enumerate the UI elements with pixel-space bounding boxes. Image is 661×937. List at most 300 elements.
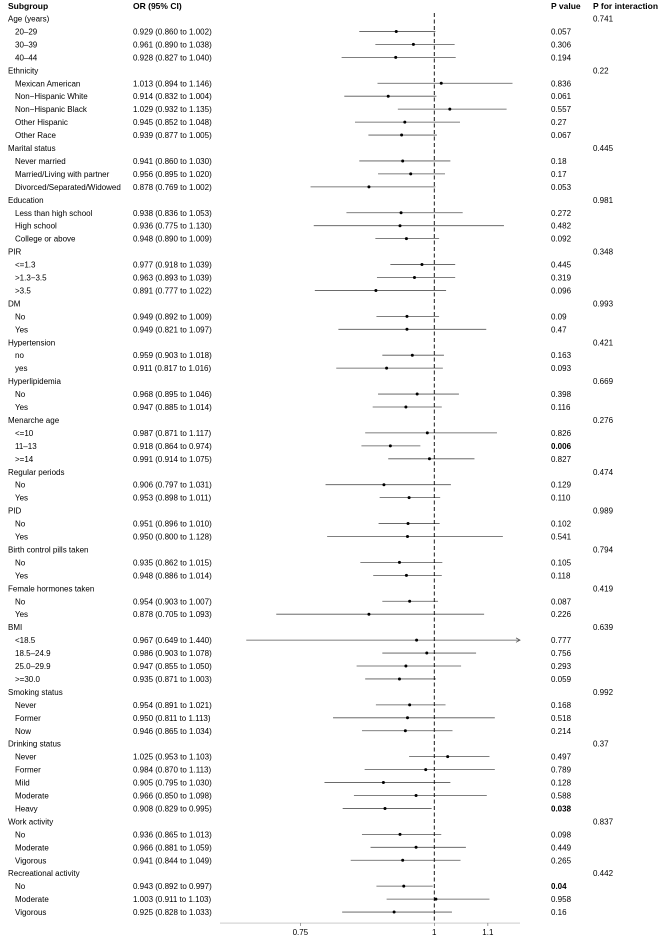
point-estimate: [408, 600, 411, 603]
table-row: [15, 727, 572, 736]
group-label: Menarche age: [8, 415, 60, 425]
group-label: Female hormones taken: [8, 584, 95, 594]
row-p-value: 0.226: [551, 610, 572, 620]
row-label: <=10: [15, 428, 34, 438]
table-row: [15, 131, 572, 140]
row-p-value: 0.17: [551, 169, 567, 179]
group-label: Drinking status: [8, 739, 61, 749]
point-estimate: [420, 263, 423, 266]
group-label: DM: [8, 299, 21, 309]
row-label: Former: [15, 713, 41, 723]
row-or-ci: 0.945 (0.852 to 1.048): [133, 118, 212, 128]
row-p-value: 0.319: [551, 273, 572, 283]
row-label: No: [15, 882, 26, 892]
row-or-ci: 0.935 (0.862 to 1.015): [133, 558, 212, 568]
row-p-value: 0.16: [551, 908, 567, 918]
point-estimate: [400, 134, 403, 137]
point-estimate: [405, 328, 408, 331]
row-p-value: 0.061: [551, 92, 572, 102]
row-or-ci: 0.936 (0.775 to 1.130): [133, 221, 212, 231]
point-estimate: [395, 30, 398, 33]
p-interaction: 0.474: [593, 467, 614, 477]
point-estimate: [411, 354, 414, 357]
point-estimate: [398, 561, 401, 564]
row-p-value: 0.827: [551, 454, 572, 464]
table-row: [15, 157, 567, 166]
row-label: Other Race: [15, 131, 56, 141]
row-p-value: 0.057: [551, 27, 572, 37]
row-p-value: 0.067: [551, 131, 572, 141]
p-interaction: 0.442: [593, 869, 614, 879]
row-p-value: 0.588: [551, 791, 572, 801]
row-or-ci: 0.906 (0.797 to 1.031): [133, 480, 212, 490]
group-8: [8, 416, 614, 464]
table-row: [15, 908, 567, 917]
row-or-ci: 0.991 (0.914 to 1.075): [133, 454, 212, 464]
table-row: [15, 312, 567, 321]
group-label: PID: [8, 506, 22, 516]
row-p-value: 0.110: [551, 493, 571, 503]
row-or-ci: 0.908 (0.829 to 0.995): [133, 804, 212, 814]
table-row: [15, 856, 572, 865]
table-row: [15, 286, 572, 295]
header-p-interaction: P for interaction: [593, 1, 659, 11]
row-label: Moderate: [15, 895, 49, 905]
group-label: PIR: [8, 247, 22, 257]
row-p-value: 0.093: [551, 364, 572, 374]
row-p-value: 0.449: [551, 843, 572, 853]
row-or-ci: 0.943 (0.892 to 0.997): [133, 882, 212, 892]
row-label: 18.5–24.9: [15, 649, 51, 659]
group-label: Recreational activity: [8, 869, 80, 879]
point-estimate: [404, 729, 407, 732]
row-label: Never married: [15, 156, 66, 166]
row-or-ci: 0.878 (0.705 to 1.093): [133, 610, 212, 620]
table-row: [15, 714, 572, 723]
p-interaction: 0.794: [593, 545, 614, 555]
row-p-value: 0.306: [551, 40, 572, 50]
row-p-value: 0.053: [551, 182, 572, 192]
row-or-ci: 0.949 (0.821 to 1.097): [133, 325, 212, 335]
point-estimate: [405, 237, 408, 240]
row-p-value: 0.398: [551, 390, 572, 400]
table-row: [15, 882, 567, 891]
row-label: No: [15, 390, 26, 400]
row-or-ci: 0.966 (0.850 to 1.098): [133, 791, 212, 801]
group-label: Work activity: [8, 817, 54, 827]
table-row: [15, 571, 571, 580]
x-tick-label: 0.75: [292, 928, 309, 937]
point-estimate: [407, 522, 410, 525]
table-row: [15, 481, 572, 490]
point-estimate: [367, 613, 370, 616]
table-row: [15, 662, 572, 671]
point-estimate: [387, 95, 390, 98]
row-p-value: 0.09: [551, 312, 567, 322]
table-row: [15, 403, 571, 412]
group-label: Hyperlipidemia: [8, 377, 61, 387]
p-interaction: 0.669: [593, 377, 614, 387]
group-14: [8, 688, 614, 736]
row-label: High school: [15, 221, 57, 231]
row-label: Moderate: [15, 791, 49, 801]
row-or-ci: 0.914 (0.832 to 1.004): [133, 92, 212, 102]
group-1: [8, 66, 609, 140]
table-row: [15, 170, 567, 179]
x-tick-label: 1.1: [482, 928, 494, 937]
row-or-ci: 0.947 (0.885 to 1.014): [133, 403, 212, 412]
row-label: 40–44: [15, 53, 38, 63]
row-p-value: 0.118: [551, 571, 571, 581]
table-row: [15, 597, 572, 606]
row-or-ci: 0.956 (0.895 to 1.020): [133, 169, 212, 179]
point-estimate: [406, 535, 409, 538]
group-0: [8, 15, 614, 63]
row-or-ci: 0.987 (0.871 to 1.117): [133, 428, 212, 438]
row-p-value: 0.518: [551, 713, 572, 723]
row-p-value: 0.163: [551, 351, 572, 361]
table-row: [15, 792, 572, 801]
row-label: Former: [15, 765, 41, 775]
row-label: No: [15, 519, 26, 529]
point-estimate: [382, 483, 385, 486]
row-p-value: 0.293: [551, 662, 572, 671]
point-estimate: [440, 82, 443, 85]
row-p-value: 0.102: [551, 519, 572, 529]
row-or-ci: 0.925 (0.828 to 1.033): [133, 908, 212, 918]
row-or-ci: 0.939 (0.877 to 1.005): [133, 131, 212, 141]
row-label: College or above: [15, 234, 76, 244]
group-15: [8, 740, 609, 814]
table-row: [15, 53, 572, 62]
row-label: Non−Hispanic White: [15, 92, 88, 102]
table-row: [15, 830, 572, 839]
table-row: [15, 79, 572, 88]
table-row: [15, 649, 572, 658]
header-p-value: P value: [551, 1, 581, 11]
row-label: Vigorous: [15, 856, 47, 866]
p-interaction: 0.989: [593, 506, 614, 516]
row-label: No: [15, 830, 26, 840]
header-subgroup: Subgroup: [8, 1, 49, 11]
table-row: [15, 636, 572, 645]
table-row: [15, 766, 572, 775]
table-row: [15, 429, 572, 438]
row-or-ci: 0.949 (0.892 to 1.009): [133, 312, 212, 322]
row-label: 25.0–29.9: [15, 662, 51, 671]
point-estimate: [400, 211, 403, 214]
row-or-ci: 0.941 (0.844 to 1.049): [133, 856, 212, 866]
row-p-value: 0.497: [551, 752, 572, 762]
table-row: [15, 753, 572, 762]
row-or-ci: 0.905 (0.795 to 1.030): [133, 778, 212, 788]
row-label: No: [15, 480, 26, 490]
group-7: [8, 377, 614, 412]
row-label: No: [15, 558, 26, 568]
row-or-ci: 0.968 (0.895 to 1.046): [133, 390, 212, 400]
row-p-value: 0.059: [551, 674, 572, 684]
row-label: Yes: [15, 493, 29, 503]
group-2: [8, 144, 614, 192]
p-interaction: 0.992: [593, 687, 614, 697]
row-or-ci: 1.013 (0.894 to 1.146): [133, 79, 212, 89]
row-p-value: 0.265: [551, 856, 572, 866]
row-label: >3.5: [15, 286, 31, 296]
row-label: Never: [15, 700, 37, 710]
row-or-ci: 0.941 (0.860 to 1.030): [133, 156, 212, 166]
row-label: >=14: [15, 454, 34, 464]
row-p-value: 0.47: [551, 325, 567, 335]
point-estimate: [434, 898, 437, 901]
row-or-ci: 0.938 (0.836 to 1.053): [133, 208, 212, 218]
point-estimate: [399, 224, 402, 227]
row-p-value: 0.482: [551, 221, 572, 231]
table-row: [15, 209, 572, 218]
row-label: no: [15, 351, 24, 361]
row-or-ci: 0.954 (0.891 to 1.021): [133, 700, 212, 710]
table-row: [15, 325, 567, 334]
point-estimate: [401, 859, 404, 862]
row-or-ci: 0.950 (0.800 to 1.128): [133, 532, 212, 542]
group-label: Smoking status: [8, 687, 63, 697]
row-p-value: 0.194: [551, 53, 572, 63]
p-interaction: 0.22: [593, 66, 609, 76]
row-or-ci: 0.911 (0.817 to 1.016): [133, 364, 212, 374]
p-interaction: 0.348: [593, 247, 614, 257]
table-row: [15, 183, 572, 192]
row-or-ci: 0.959 (0.903 to 1.018): [133, 351, 212, 361]
row-label: Now: [15, 726, 32, 736]
row-or-ci: 0.950 (0.811 to 1.113): [133, 713, 211, 723]
group-5: [8, 299, 614, 334]
row-p-value: 0.27: [551, 118, 567, 128]
row-or-ci: 1.029 (0.932 to 1.135): [133, 105, 212, 115]
row-p-value: 0.836: [551, 79, 572, 89]
row-label: Heavy: [15, 804, 38, 814]
row-label: 20–29: [15, 27, 38, 37]
row-label: Moderate: [15, 843, 49, 853]
table-row: [15, 804, 572, 813]
row-or-ci: 0.963 (0.893 to 1.039): [133, 273, 212, 283]
row-label: Vigorous: [15, 908, 47, 918]
table-row: [15, 222, 572, 231]
row-p-value: 0.272: [551, 208, 572, 218]
row-p-value: 0.958: [551, 895, 572, 905]
table-row: [15, 610, 572, 619]
row-p-value: 0.128: [551, 778, 572, 788]
row-p-value: 0.168: [551, 700, 572, 710]
row-or-ci: 0.936 (0.865 to 1.013): [133, 830, 212, 840]
table-row: [15, 27, 572, 36]
point-estimate: [408, 496, 411, 499]
row-label: <=1.3: [15, 260, 36, 270]
row-p-value: 0.038: [551, 804, 572, 814]
row-p-value: 0.777: [551, 636, 572, 646]
row-or-ci: 0.953 (0.898 to 1.011): [133, 493, 212, 503]
p-interaction: 0.981: [593, 195, 614, 205]
group-label: BMI: [8, 623, 23, 633]
row-or-ci: 0.967 (0.649 to 1.440): [133, 636, 212, 646]
point-estimate: [401, 159, 404, 162]
table-row: [15, 235, 572, 244]
point-estimate: [404, 406, 407, 409]
group-12: [8, 584, 614, 619]
table-row: [15, 895, 572, 904]
point-estimate: [426, 431, 429, 434]
p-interaction: 0.445: [593, 144, 614, 153]
table-row: [15, 261, 572, 270]
table-row: [15, 675, 572, 684]
table-row: [15, 274, 572, 283]
group-17: [8, 869, 614, 917]
row-label: Non−Hispanic Black: [15, 105, 87, 115]
p-interaction: 0.419: [593, 584, 614, 594]
row-label: <18.5: [15, 636, 36, 646]
row-or-ci: 0.891 (0.777 to 1.022): [133, 286, 212, 296]
table-row: [15, 455, 572, 464]
group-3: [8, 196, 614, 244]
row-label: Married/Living with partner: [15, 169, 110, 179]
table-row: [15, 364, 572, 373]
p-interaction: 0.741: [593, 14, 614, 24]
row-p-value: 0.18: [551, 156, 567, 166]
group-label: Education: [8, 195, 44, 205]
row-or-ci: 0.948 (0.886 to 1.014): [133, 571, 212, 581]
row-p-value: 0.116: [551, 403, 571, 412]
row-or-ci: 0.986 (0.903 to 1.078): [133, 649, 212, 659]
table-row: [15, 351, 572, 360]
row-or-ci: 0.918 (0.864 to 0.974): [133, 441, 212, 451]
group-label: Birth control pills taken: [8, 545, 89, 555]
point-estimate: [415, 639, 418, 642]
row-or-ci: 0.947 (0.855 to 1.050): [133, 662, 212, 671]
table-row: [15, 390, 572, 399]
point-estimate: [384, 807, 387, 810]
table-row: [15, 843, 572, 852]
table-row: [15, 40, 572, 49]
row-label: Less than high school: [15, 208, 93, 218]
group-16: [8, 817, 614, 865]
group-label: Ethnicity: [8, 66, 39, 76]
table-row: [15, 701, 572, 710]
group-13: [8, 623, 614, 684]
point-estimate: [415, 794, 418, 797]
x-axis: [220, 13, 520, 937]
p-interaction: 0.639: [593, 623, 614, 633]
row-label: 11–13: [15, 441, 37, 451]
row-or-ci: 0.984 (0.870 to 1.113): [133, 765, 212, 775]
group-label: Age (years): [8, 14, 50, 24]
point-estimate: [399, 833, 402, 836]
row-p-value: 0.557: [551, 105, 572, 115]
row-label: yes: [15, 364, 28, 374]
p-interaction: 0.993: [593, 299, 614, 309]
point-estimate: [446, 755, 449, 758]
point-estimate: [406, 716, 409, 719]
row-or-ci: 0.928 (0.827 to 1.040): [133, 53, 212, 63]
row-or-ci: 0.946 (0.865 to 1.034): [133, 726, 212, 736]
row-p-value: 0.096: [551, 286, 572, 296]
point-estimate: [405, 574, 408, 577]
row-or-ci: 0.878 (0.769 to 1.002): [133, 182, 212, 192]
table-row: [15, 558, 572, 567]
row-p-value: 0.006: [551, 441, 572, 451]
point-estimate: [394, 56, 397, 59]
point-estimate: [409, 172, 412, 175]
row-label: Divorced/Separated/Widowed: [15, 182, 121, 192]
point-estimate: [385, 367, 388, 370]
group-11: [8, 545, 614, 580]
row-p-value: 0.214: [551, 726, 572, 736]
row-p-value: 0.826: [551, 428, 572, 438]
row-or-ci: 0.951 (0.896 to 1.010): [133, 519, 212, 529]
point-estimate: [413, 276, 416, 279]
point-estimate: [416, 393, 419, 396]
point-estimate: [424, 768, 427, 771]
column-headers: [8, 1, 658, 11]
point-estimate: [398, 677, 401, 680]
group-label: Regular periods: [8, 467, 65, 477]
row-or-ci: 0.929 (0.860 to 1.002): [133, 27, 212, 37]
table-row: [15, 520, 572, 529]
point-estimate: [425, 652, 428, 655]
point-estimate: [412, 43, 415, 46]
row-label: Yes: [15, 403, 29, 412]
point-estimate: [367, 185, 370, 188]
row-label: >1.3−3.5: [15, 273, 47, 283]
row-p-value: 0.445: [551, 260, 572, 270]
row-label: 30–39: [15, 40, 38, 50]
point-estimate: [415, 846, 418, 849]
group-label: Hypertension: [8, 338, 56, 348]
row-or-ci: 0.966 (0.881 to 1.059): [133, 843, 212, 853]
row-label: >=30.0: [15, 674, 40, 684]
row-p-value: 0.092: [551, 234, 572, 244]
row-or-ci: 0.948 (0.890 to 1.009): [133, 234, 212, 244]
forest-rows: [8, 15, 614, 918]
group-6: [8, 338, 614, 373]
point-estimate: [405, 315, 408, 318]
row-or-ci: 0.935 (0.871 to 1.003): [133, 674, 212, 684]
row-label: No: [15, 597, 26, 607]
row-label: Other Hispanic: [15, 118, 68, 128]
table-row: [15, 105, 572, 114]
table-row: [15, 533, 572, 542]
header-or-ci: OR (95% CI): [133, 1, 182, 11]
row-or-ci: 0.977 (0.918 to 1.039): [133, 260, 212, 270]
row-p-value: 0.105: [551, 558, 572, 568]
p-interaction: 0.421: [593, 338, 614, 348]
row-p-value: 0.129: [551, 480, 572, 490]
row-label: Mild: [15, 778, 30, 788]
table-row: [15, 92, 572, 101]
row-p-value: 0.756: [551, 649, 572, 659]
table-row: [15, 494, 571, 503]
group-10: [8, 507, 614, 542]
point-estimate: [448, 108, 451, 111]
point-estimate: [393, 911, 396, 914]
row-label: Mexican American: [15, 79, 81, 89]
row-label: Yes: [15, 610, 29, 620]
row-or-ci: 1.003 (0.911 to 1.103): [133, 895, 212, 905]
table-row: [15, 779, 572, 788]
row-p-value: 0.098: [551, 830, 572, 840]
point-estimate: [428, 457, 431, 460]
point-estimate: [404, 665, 407, 668]
row-label: Never: [15, 752, 37, 762]
table-row: [15, 118, 567, 127]
group-9: [8, 468, 614, 503]
